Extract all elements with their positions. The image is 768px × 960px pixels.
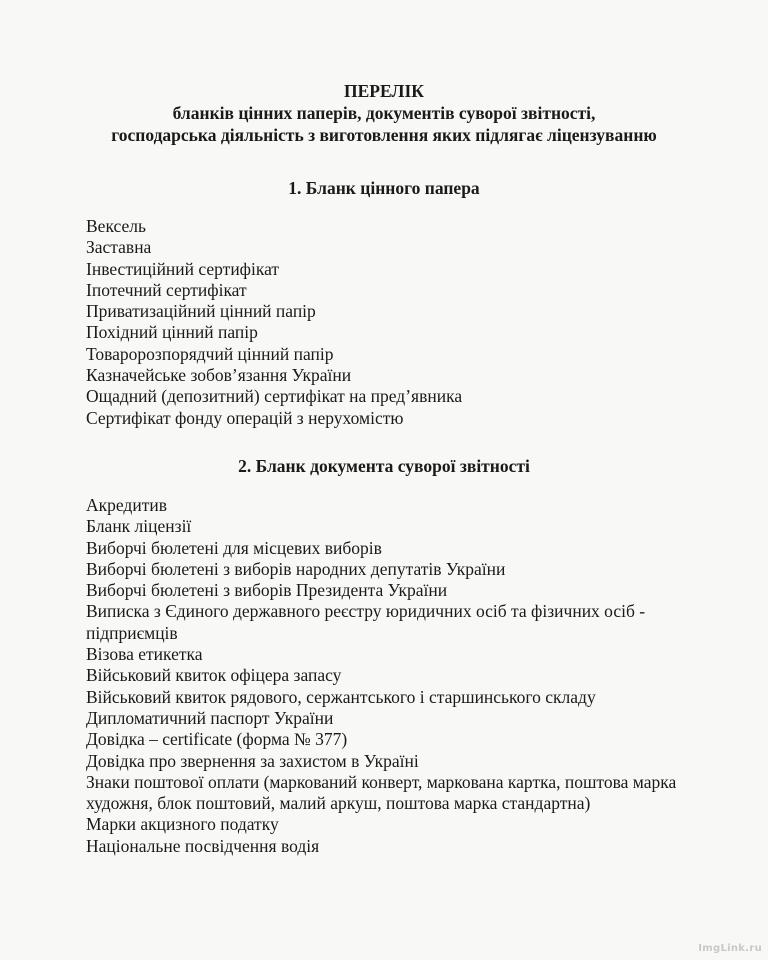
list-item: Марки акцизного податку <box>86 814 279 835</box>
list-item: Довідка – certificate (форма № 377) <box>86 729 348 750</box>
list-item: Дипломатичний паспорт України <box>86 707 334 728</box>
list-item-continuation: підприємців <box>86 622 178 643</box>
list-item: Виборчі бюлетені для місцевих виборів <box>86 537 382 558</box>
list-item: Акредитив <box>86 495 167 515</box>
list-item: Сертифікат фонду операцій з нерухомістю <box>86 407 404 428</box>
list-item: Національне посвідчення водія <box>86 835 320 856</box>
list-item: Похідний цінний папір <box>86 322 258 343</box>
list-item: Заставна <box>86 237 152 258</box>
list-item: Товаророзпорядчий цінний папір <box>86 343 334 364</box>
list-item: Візова етикетка <box>86 644 203 665</box>
list-item-continuation: художня, блок поштовий, малий аркуш, поштова марка стандартна) <box>86 793 591 814</box>
list-item: Виборчі бюлетені з виборів народних депутатів України <box>86 558 506 579</box>
list-item: Військовий квиток офіцера запасу <box>86 665 342 686</box>
section-2-list <box>86 495 676 857</box>
section-1-list <box>86 216 462 429</box>
title-line-2: бланків цінних паперів, документів суворої звітності, <box>172 103 596 123</box>
list-item: Військовий квиток рядового, сержантського і старшинського складу <box>86 686 596 707</box>
list-item: Виборчі бюлетені з виборів Президента України <box>86 580 448 601</box>
list-item: Іпотечний сертифікат <box>86 279 247 300</box>
list-item: Знаки поштової оплати (маркований конверт, маркована картка, поштова марка <box>86 771 677 792</box>
section-1-heading: 1. Бланк цінного папера <box>288 178 480 198</box>
document-title <box>0 80 768 146</box>
watermark: ImgLink.ru <box>698 943 762 954</box>
section-2-heading: 2. Бланк документа суворої звітності <box>238 456 530 476</box>
list-item: Ощадний (депозитний) сертифікат на пред’явника <box>86 386 463 407</box>
title-line-1: ПЕРЕЛІК <box>344 81 424 101</box>
list-item: Довідка про звернення за захистом в Україні <box>86 750 419 771</box>
list-item: Бланк ліцензії <box>86 516 192 537</box>
list-item: Казначейське зобов’язання України <box>86 365 352 386</box>
list-item: Вексель <box>86 216 146 236</box>
list-item: Інвестиційний сертифікат <box>86 258 280 279</box>
list-item: Приватизаційний цінний папір <box>86 301 316 322</box>
title-line-3: господарська діяльність з виготовлення яких підлягає ліцензуванню <box>111 125 657 145</box>
list-item: Виписка з Єдиного державного реєстру юридичних осіб та фізичних осіб - <box>86 601 646 622</box>
